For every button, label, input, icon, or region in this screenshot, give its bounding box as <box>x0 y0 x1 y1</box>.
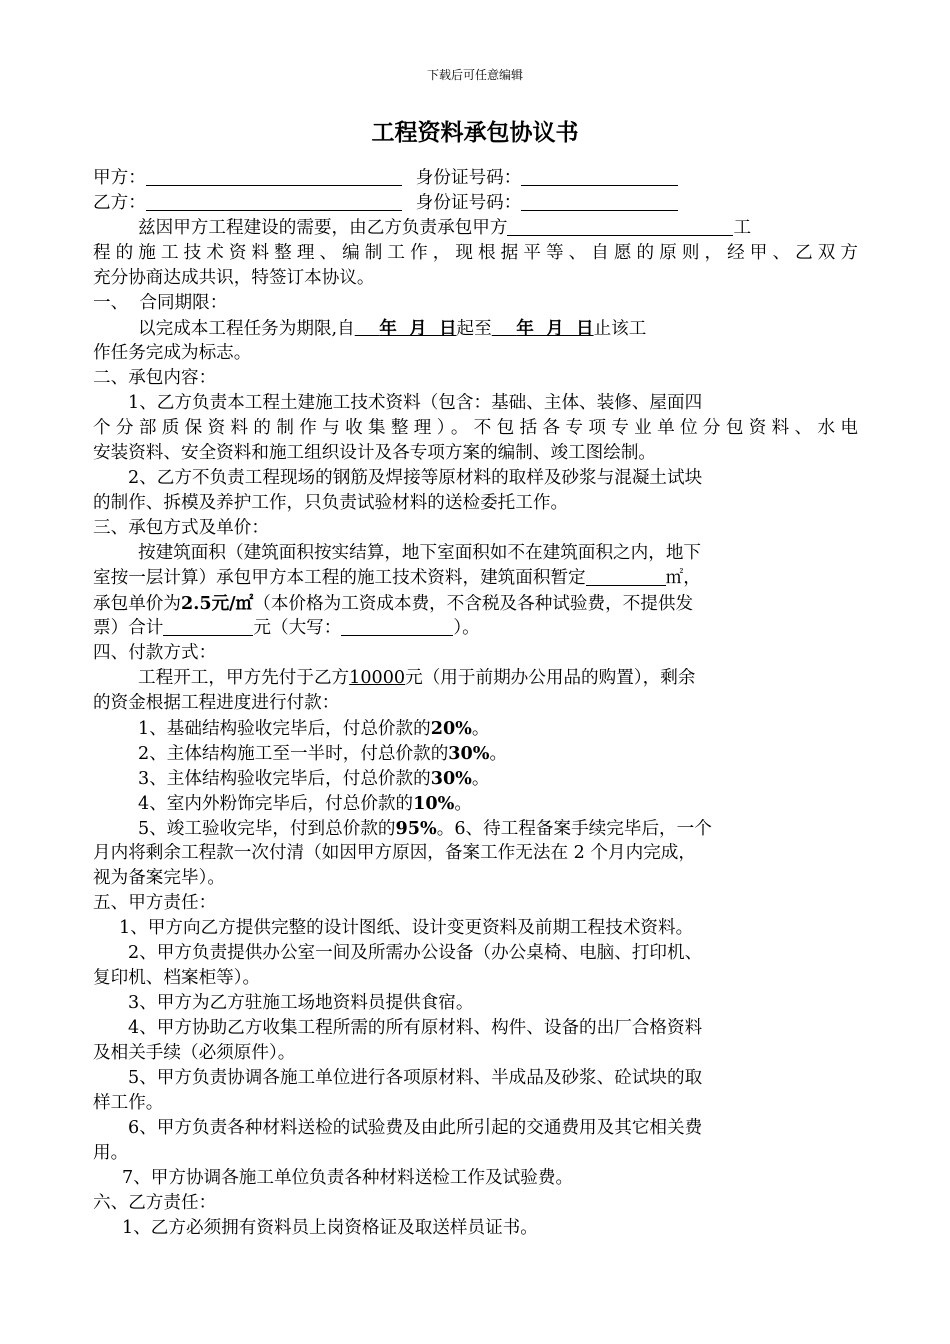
start-date: 年 月 日 <box>379 318 457 339</box>
section-4-line-8: 月内将剩余工程款一次付清（如因甲方原因，备案工作无法在 2 个月内完成， <box>93 843 696 863</box>
section-3-heading: 三、承包方式及单价： <box>93 518 269 538</box>
advance-amount: 10000 <box>349 668 406 688</box>
unit-price: 2.5元/㎡ <box>180 593 254 614</box>
payment-item: 3、主体结构验收完毕后，付总价款的30%。 <box>138 768 490 789</box>
party-a-line <box>93 166 858 191</box>
area-blank <box>586 566 666 586</box>
intro-line-3: 充分协商达成共识，特签订本协议。 <box>93 268 375 288</box>
section-5-line: 5、甲方负责协调各施工单位进行各项原材料、半成品及砂浆、砼试块的取 <box>128 1068 703 1088</box>
section-5-line: 3、甲方为乙方驻施工场地资料员提供食宿。 <box>128 993 474 1013</box>
party-b-label: 乙方： <box>93 193 146 213</box>
party-a-id-label: 身份证号码： <box>415 168 522 188</box>
section-5-line: 4、甲方协助乙方收集工程所需的所有原材料、构件、设备的出厂合格资料 <box>128 1018 703 1038</box>
section-1-line-2: 作任务完成为标志。 <box>93 343 252 363</box>
end-date: 年 月 日 <box>516 318 594 339</box>
intro-line-1: 兹因甲方工程建设的需要，由乙方负责承包甲方 工 <box>138 218 752 238</box>
section-6-heading: 六、乙方责任： <box>93 1193 217 1213</box>
section-5-line: 7、甲方协调各施工单位负责各种材料送检工作及试验费。 <box>122 1168 574 1188</box>
section-5-line: 2、甲方负责提供办公室一间及所需办公设备（办公桌椅、电脑、打印机、 <box>128 943 703 963</box>
section-2-line: 的制作、拆模及养护工作，只负责试验材料的送检委托工作。 <box>93 493 569 513</box>
section-4-line-2: 的资金根据工程进度进行付款： <box>93 693 340 713</box>
project-name-blank <box>507 216 733 236</box>
payment-item: 4、室内外粉饰完毕后，付总价款的10%。 <box>138 793 472 814</box>
header-note: 下载后可任意编辑 <box>426 68 523 82</box>
section-4-heading: 四、付款方式： <box>93 643 217 663</box>
payment-item: 5、竣工验收完毕，付到总价款的95%。6、待工程备案手续完毕后，一个 <box>138 818 712 839</box>
section-4-line-9: 视为备案完毕）。 <box>93 868 225 888</box>
section-5-line: 用。 <box>93 1143 129 1163</box>
section-5-line: 复印机、档案柜等）。 <box>93 968 261 988</box>
section-2-line: 2、乙方不负责工程现场的钢筋及焊接等原材料的取样及砂浆与混凝土试块 <box>128 468 703 488</box>
section-3-line-4: 票）合计 元（大写： ）。 <box>93 618 480 638</box>
party-b-id-label: 身份证号码： <box>415 193 522 213</box>
section-2-line: 个分部质保资料的制作与收集整理）。不包括各专项专业单位分包资料、水电 <box>93 418 858 438</box>
section-1-heading: 一、 合同期限： <box>93 293 228 313</box>
intro-line-2: 程的施工技术资料整理、编制工作，现根据平等、自愿的原则，经甲、乙双方 <box>93 243 858 263</box>
party-b-line <box>93 191 858 216</box>
section-5-line: 6、甲方负责各种材料送检的试验费及由此所引起的交通费用及其它相关费 <box>128 1118 703 1138</box>
party-b-name-blank <box>146 191 402 211</box>
party-a-name-blank <box>146 166 402 186</box>
document-body <box>93 166 858 1241</box>
section-3-line-1: 按建筑面积（建筑面积按实结算，地下室面积如不在建筑面积之内，地下 <box>138 543 702 563</box>
section-6-line: 1、乙方必须拥有资料员上岗资格证及取送样员证书。 <box>122 1218 538 1238</box>
section-3-line-2: 室按一层计算）承包甲方本工程的施工技术资料，建筑面积暂定 ㎡， <box>93 568 701 588</box>
section-2-line: 1、乙方负责本工程土建施工技术资料（包含：基础、主体、装修、屋面四 <box>128 393 703 413</box>
section-5-heading: 五、甲方责任： <box>93 893 217 913</box>
section-5-line: 及相关手续（必须原件）。 <box>93 1043 296 1063</box>
section-1-line-1: 以完成本工程任务为期限,自 年 月 日起至 年 月 日止该工 <box>138 318 647 339</box>
party-a-label: 甲方： <box>93 168 146 188</box>
party-b-id-blank <box>521 191 678 211</box>
total-words-blank <box>341 616 453 636</box>
payment-item: 2、主体结构施工至一半时，付总价款的30%。 <box>138 743 508 764</box>
payment-item: 1、基础结构验收完毕后，付总价款的20%。 <box>138 718 490 739</box>
section-3-line-3: 承包单价为2.5元/㎡（本价格为工资成本费，不含税及各种试验费，不提供发 <box>93 593 694 614</box>
section-5-line: 样工作。 <box>93 1093 164 1113</box>
section-2-line: 安装资料、安全资料和施工组织设计及各专项方案的编制、竣工图绘制。 <box>93 443 657 463</box>
document-title: 工程资料承包协议书 <box>371 120 579 146</box>
section-4-line-1: 工程开工，甲方先付于乙方10000元（用于前期办公用品的购置），剩余 <box>138 668 696 688</box>
section-2-heading: 二、承包内容： <box>93 368 217 388</box>
section-5-line: 1、甲方向乙方提供完整的设计图纸、设计变更资料及前期工程技术资料。 <box>119 918 694 938</box>
total-blank <box>163 616 253 636</box>
party-a-id-blank <box>521 166 678 186</box>
